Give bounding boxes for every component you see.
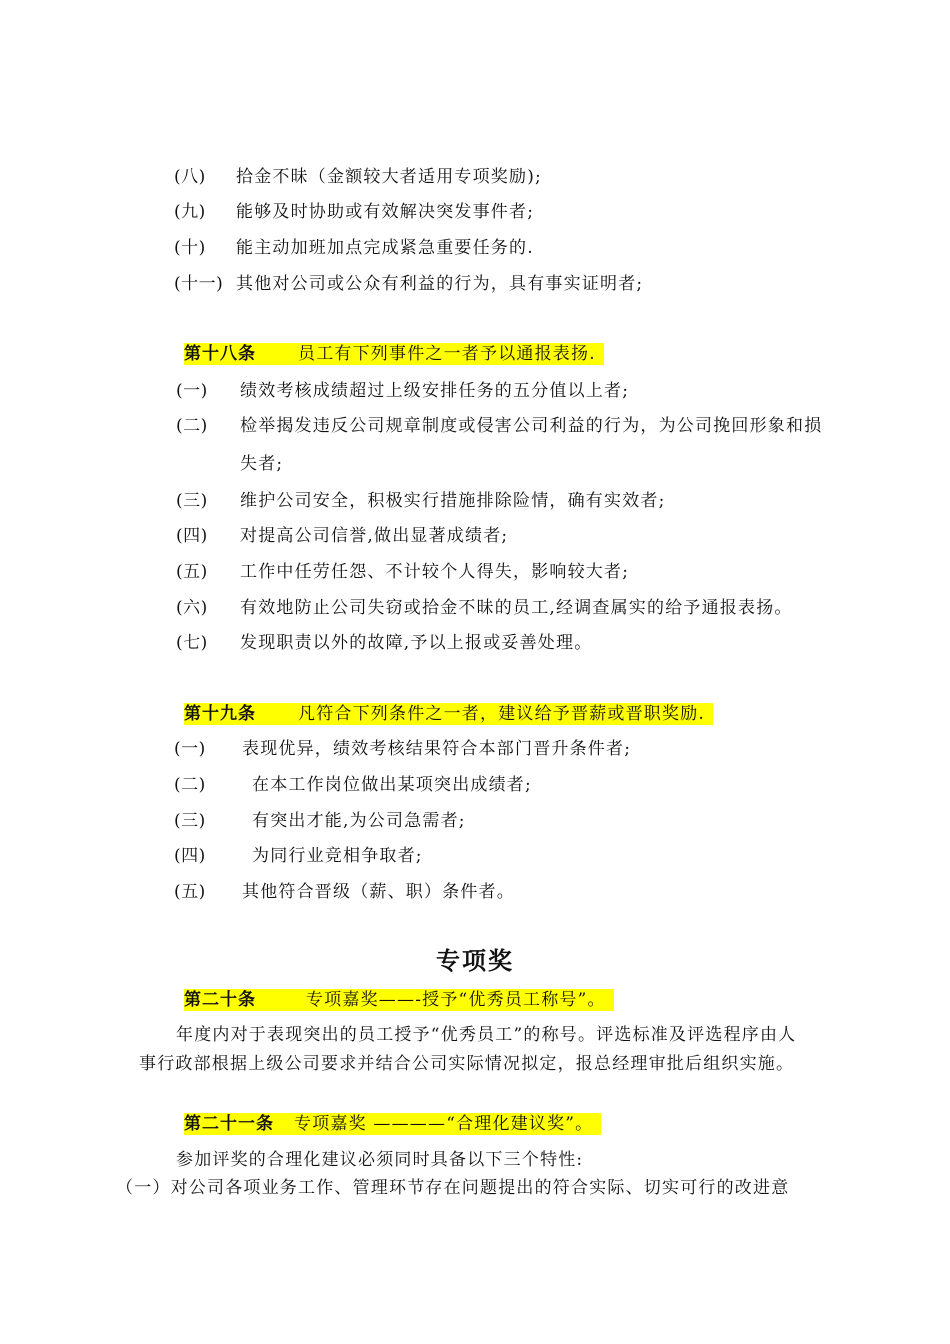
item-text: 拾金不昧（金额较大者适用专项奖励); [236,167,542,187]
article-title: 专项嘉奖 ————“合理化建议奖”。 [294,1114,594,1134]
item-number: (四) [176,526,208,546]
article-title: 专项嘉奖——-授予“优秀员工称号”。 [306,990,606,1010]
item-text: 绩效考核成绩超过上级安排任务的五分值以上者; [240,381,630,401]
item-text: 表现优异，绩效考核结果符合本部门晋升条件者; [242,739,632,759]
item-number: (十一) [174,274,224,294]
article-21-paragraph-line-1: 参加评奖的合理化建议必须同时具备以下三个特性: [176,1150,584,1170]
item-number: (三) [174,811,206,831]
item-text: 能主动加班加点完成紧急重要任务的. [236,238,534,258]
item-number: (五) [176,562,208,582]
article-20-heading [184,989,614,1011]
article-21-paragraph-line-2: （一）对公司各项业务工作、管理环节存在问题提出的符合实际、切实可行的改进意 [116,1178,790,1198]
item-text: 能够及时协助或有效解决突发事件者; [236,202,535,222]
item-text: 为同行业竞相争取者; [252,846,423,866]
item-text: 有效地防止公司失窃或拾金不昧的员工,经调查属实的给予通报表扬。 [240,598,793,618]
article-20-paragraph-line-2: 事行政部根据上级公司要求并结合公司实际情况拟定，报总经理审批后组织实施。 [139,1054,795,1074]
item-number: (五) [174,882,206,902]
article-label: 第二十一条 [184,1114,274,1134]
article-label: 第二十条 [184,990,256,1010]
article-18-heading [184,343,604,365]
article-label: 第十八条 [184,344,256,364]
item-number: (九) [174,202,206,222]
article-label: 第十九条 [184,704,256,724]
item-text: 其他符合晋级（薪、职）条件者。 [242,882,515,902]
item-number: (六) [176,598,208,618]
article-title: 凡符合下列条件之一者，建议给予晋薪或晋职奖励. [298,704,706,724]
article-21-heading [184,1113,601,1135]
item-text: 有突出才能,为公司急需者; [252,811,466,831]
item-number: (七) [176,633,208,653]
article-19-heading [184,703,713,725]
item-text: 其他对公司或公众有利益的行为，具有事实证明者; [236,274,644,294]
item-number: (八) [174,167,206,187]
item-text: 维护公司安全，积极实行措施排除险情，确有实效者; [240,491,666,511]
item-text: 发现职责以外的故障,予以上报或妥善处理。 [240,633,593,653]
item-number: (三) [176,491,208,511]
section-heading: 专项奖 [436,947,514,975]
article-title: 员工有下列事件之一者予以通报表扬. [298,344,596,364]
item-number: (二) [176,416,208,436]
item-number: (一) [174,739,206,759]
article-20-paragraph-line-1: 年度内对于表现突出的员工授予“优秀员工”的称号。评选标准及评选程序由人 [176,1025,797,1045]
item-number: (一) [176,381,208,401]
item-number: (四) [174,846,206,866]
item-text-continued: 失者; [240,454,284,474]
item-number: (十) [174,238,206,258]
item-text: 检举揭发违反公司规章制度或侵害公司利益的行为，为公司挽回形象和损 [240,416,823,436]
item-text: 对提高公司信誉,做出显著成绩者; [240,526,509,546]
item-text: 在本工作岗位做出某项突出成绩者; [252,775,532,795]
item-number: (二) [174,775,206,795]
item-text: 工作中任劳任怨、不计较个人得失，影响较大者; [240,562,630,582]
